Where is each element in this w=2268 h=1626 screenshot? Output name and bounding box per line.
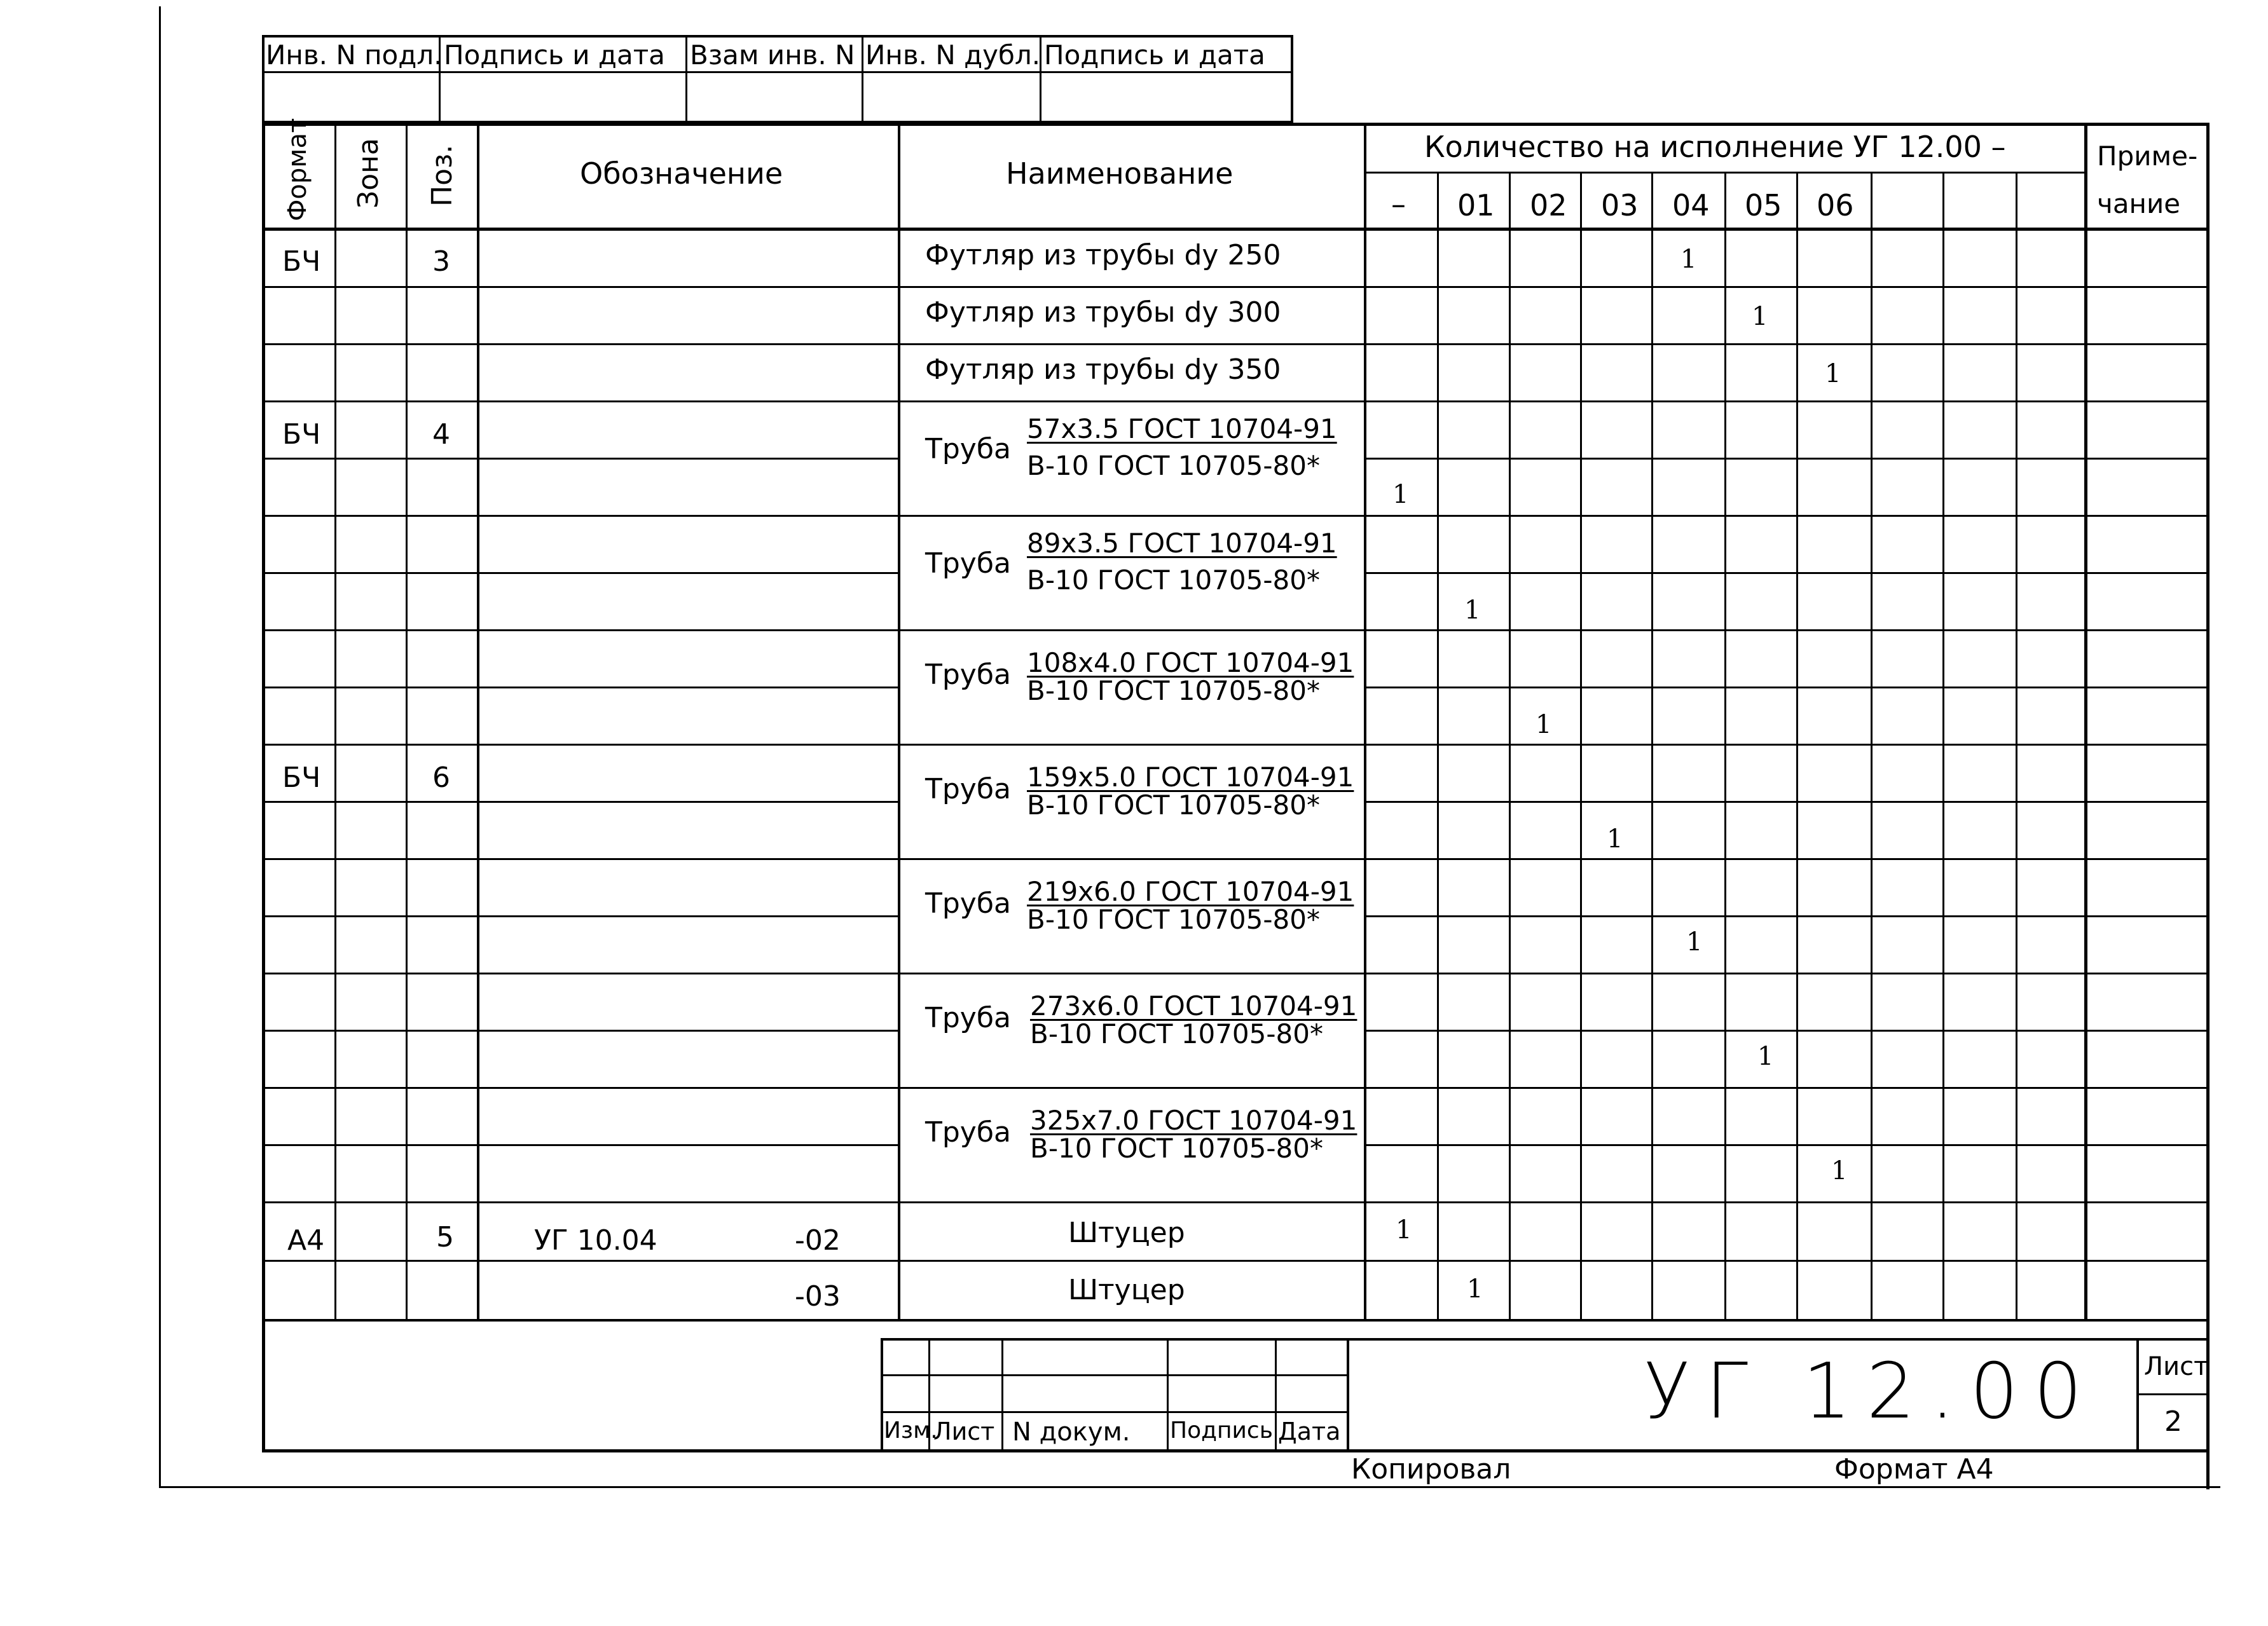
qty-cell: 1 <box>1464 596 1481 625</box>
rev-label-doc-no: N докум. <box>1012 1418 1131 1447</box>
sheet-label: Лист <box>2144 1352 2209 1381</box>
header-format: Формат <box>283 118 312 221</box>
signature-date-label: Подпись и дата <box>444 39 665 71</box>
pipe-size-spec: 219х6.0 ГОСТ 10704-91 <box>1027 876 1354 907</box>
sheet-format-label: Формат А4 <box>1834 1453 1994 1486</box>
qty-cell: 1 <box>1825 359 1841 388</box>
row-designation-suffix: -02 <box>795 1224 841 1257</box>
row-name: Футляр из трубы dу 250 <box>925 239 1281 271</box>
row-designation-suffix: -03 <box>795 1280 841 1313</box>
qty-cell: 1 <box>1752 302 1768 331</box>
rev-label-sheet: Лист <box>933 1418 995 1445</box>
variant-04: 04 <box>1672 188 1710 222</box>
pipe-label: Труба <box>925 1116 1011 1149</box>
variant-02: 02 <box>1530 188 1567 222</box>
header-name: Наименование <box>1006 156 1234 191</box>
pipe-steel-spec: В-10 ГОСТ 10705-80* <box>1027 904 1320 935</box>
row-position: 5 <box>436 1221 454 1254</box>
pipe-label: Труба <box>925 547 1011 580</box>
pipe-label: Труба <box>925 433 1011 465</box>
pipe-size-spec: 108х4.0 ГОСТ 10704-91 <box>1027 647 1354 678</box>
qty-cell: 1 <box>1686 927 1703 957</box>
variant-base: – <box>1391 187 1406 221</box>
row-designation: УГ 10.04 <box>534 1224 657 1257</box>
header-note-line1: Приме- <box>2097 140 2198 172</box>
pipe-steel-spec: В-10 ГОСТ 10705-80* <box>1030 1133 1323 1164</box>
rev-label-date: Дата <box>1278 1418 1341 1445</box>
pipe-label: Труба <box>925 1002 1011 1034</box>
row-format: БЧ <box>282 418 321 451</box>
dup-inv-label: Инв. N дубл. <box>865 39 1041 71</box>
row-position: 4 <box>432 418 450 451</box>
pipe-steel-spec: В-10 ГОСТ 10705-80* <box>1027 789 1320 821</box>
qty-cell: 1 <box>1757 1042 1774 1071</box>
variant-03: 03 <box>1601 188 1639 222</box>
row-format: БЧ <box>282 762 321 794</box>
pipe-size-spec: 273х6.0 ГОСТ 10704-91 <box>1030 990 1357 1021</box>
qty-cell: 1 <box>1680 245 1697 274</box>
replace-inv-label: Взам инв. N <box>690 39 855 71</box>
qty-cell: 1 <box>1536 710 1552 739</box>
qty-cell: 1 <box>1392 480 1409 509</box>
sheet-number: 2 <box>2164 1405 2182 1438</box>
pipe-size-spec: 159х5.0 ГОСТ 10704-91 <box>1027 762 1354 793</box>
pipe-steel-spec: В-10 ГОСТ 10705-80* <box>1027 564 1320 596</box>
row-name: Футляр из трубы dу 350 <box>925 353 1281 386</box>
pipe-label: Труба <box>925 887 1011 920</box>
qty-cell: 1 <box>1607 824 1623 854</box>
header-zone: Зона <box>352 138 385 208</box>
pipe-size-spec: 325х7.0 ГОСТ 10704-91 <box>1030 1105 1357 1136</box>
qty-cell: 1 <box>1467 1274 1483 1304</box>
pipe-steel-spec: В-10 ГОСТ 10705-80* <box>1027 450 1320 481</box>
frame-left-line <box>159 6 161 1487</box>
pipe-size-spec: 89х3.5 ГОСТ 10704-91 <box>1027 528 1337 559</box>
row-name: Штуцер <box>1068 1217 1185 1249</box>
row-format: БЧ <box>282 245 321 278</box>
pipe-size-spec: 57х3.5 ГОСТ 10704-91 <box>1027 413 1337 444</box>
variant-05: 05 <box>1745 188 1782 222</box>
copied-by-label: Копировал <box>1351 1453 1511 1486</box>
qty-cell: 1 <box>1831 1156 1848 1185</box>
header-position: Поз. <box>426 144 458 207</box>
document-code: УГ 12.00 <box>1644 1348 2098 1436</box>
header-quantity-title: Количество на исполнение УГ 12.00 – <box>1424 130 2006 164</box>
pipe-label: Труба <box>925 659 1011 691</box>
row-format: А4 <box>287 1224 325 1257</box>
pipe-steel-spec: В-10 ГОСТ 10705-80* <box>1027 675 1320 706</box>
rev-label-change: Изм. <box>884 1418 938 1444</box>
header-note-line2: чание <box>2097 188 2181 219</box>
rev-label-signature: Подпись <box>1170 1418 1273 1444</box>
frame-bottom-line <box>159 1486 2220 1488</box>
inv-no-label: Инв. N подл. <box>266 39 443 71</box>
row-name: Штуцер <box>1068 1274 1185 1306</box>
variant-06: 06 <box>1817 188 1854 222</box>
header-designation: Обозначение <box>580 156 783 191</box>
signature-date-label-2: Подпись и дата <box>1044 39 1265 71</box>
qty-cell: 1 <box>1396 1215 1412 1245</box>
row-position: 6 <box>432 762 450 794</box>
pipe-steel-spec: В-10 ГОСТ 10705-80* <box>1030 1018 1323 1049</box>
row-name: Футляр из трубы dу 300 <box>925 296 1281 329</box>
variant-01: 01 <box>1457 188 1495 222</box>
pipe-label: Труба <box>925 773 1011 805</box>
row-position: 3 <box>432 245 450 278</box>
